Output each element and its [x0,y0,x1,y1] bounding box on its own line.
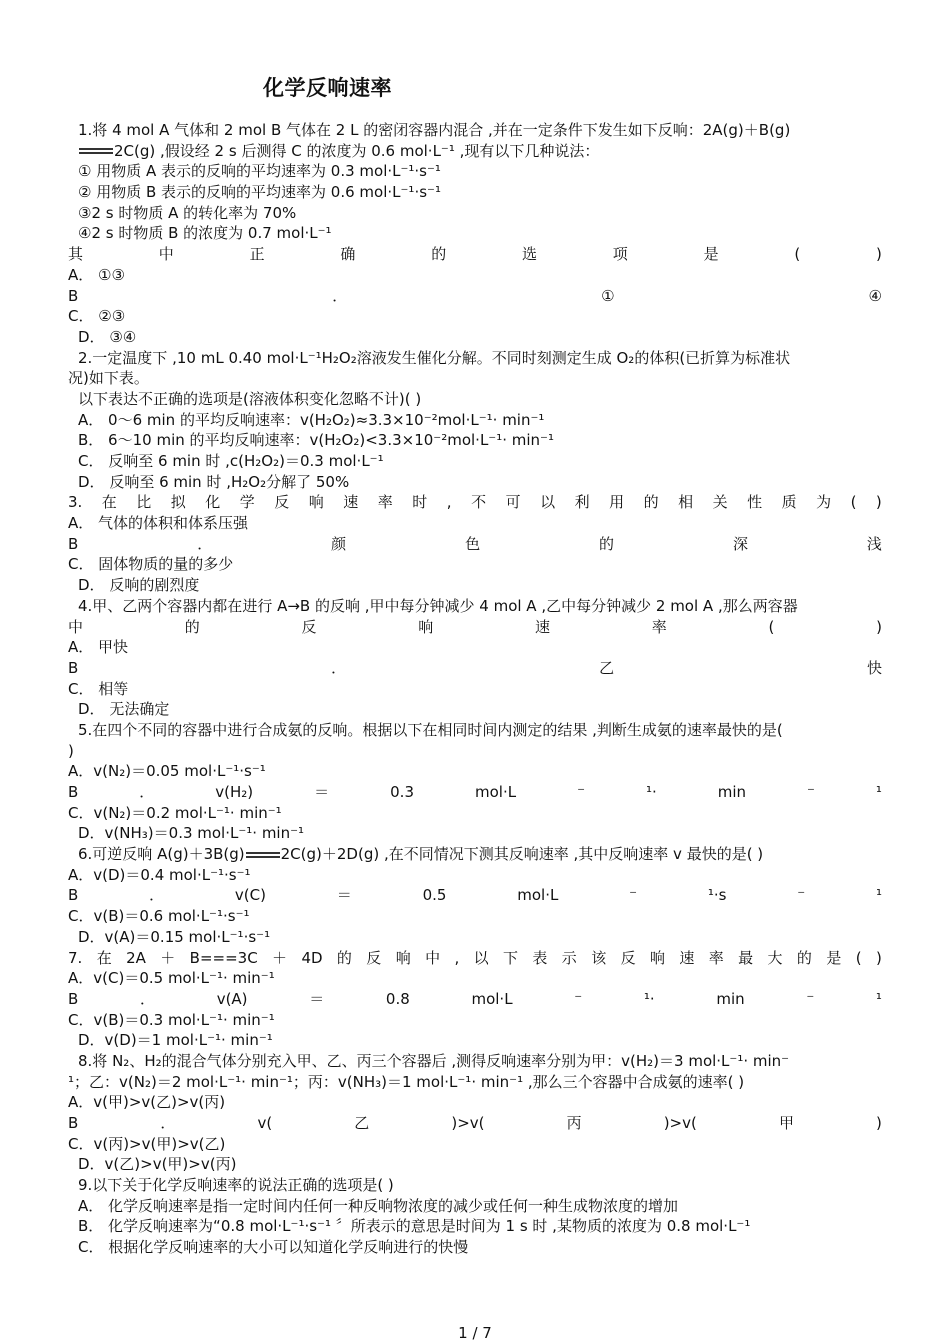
text-token: ( [850,493,857,512]
text-token: 响 [395,948,411,967]
text-token: 反 [366,948,382,967]
text-token: 反 [620,948,636,967]
page-title: 化学反响速率 [263,76,392,100]
text-token: 甲 [778,1114,794,1132]
text-token: ． [139,783,155,801]
text-token: 化 [205,493,221,512]
text-line [68,534,882,555]
text-line: A． ①③ [68,265,125,284]
text-token: 的 [336,948,352,967]
text-token: 在 [96,948,112,967]
text-line [68,989,882,1010]
text-token: ¹·s [707,886,727,905]
text-token: v( [257,1114,273,1132]
text-token: 率 [708,948,724,967]
text-token: 响 [308,493,324,512]
text-token: 以 [473,948,489,967]
text-token: min [717,783,747,801]
text-line [68,492,882,513]
text-token: ¹ [875,886,882,905]
text-line: A． 甲快 [68,638,129,657]
text-token: 示 [561,948,577,967]
text-token: 3. [68,493,83,512]
text-line: C． 根据化学反响速率的大小可以知道化学反响进行的快慢 [78,1238,469,1257]
text-token: 深 [732,534,748,553]
text-line: 以下表达不正确的选项是(溶液体积变化忽略不计)( ) [78,389,422,408]
text-token: ⁻ [797,886,806,905]
text-line: B． 6～10 min 的平均反响速率：v(H₂O₂)<3.3×10⁻²mol·L⁻¹· min⁻¹ [78,431,554,450]
text-token: B [68,534,79,553]
text-line: A．v(N₂)＝0.05 mol·L⁻¹·s⁻¹ [68,762,266,781]
text-line: ) [68,741,74,760]
text-line: A．v(甲)>v(乙)>v(丙) [68,1093,226,1112]
text-token: 质 [781,493,797,512]
text-token: 性 [747,493,763,512]
text-line [68,844,882,865]
text-token: 大 [767,948,783,967]
text-line: D．v(A)＝0.15 mol·L⁻¹·s⁻¹ [78,927,271,946]
text-token: 4D [301,948,323,967]
text-token: ⁻ [629,886,638,905]
text-token: ＝ [309,989,325,1008]
text-token: ④ [868,286,882,305]
text-token: B [68,783,79,801]
text-line: D． 无法确定 [78,700,170,719]
text-token: 在 [101,493,117,512]
text-line: A．v(C)＝0.5 mol·L⁻¹· min⁻¹ [68,969,275,988]
text-token: 相 [678,493,694,512]
text-line: ② 用物质 B 表示的反响的平均速率为 0.6 mol·L⁻¹·s⁻¹ [78,183,441,202]
text-token: ) [876,617,882,636]
text-token: ) [876,1114,882,1132]
reversible-arrow-icon [79,148,113,154]
text-token: ⁻ [577,783,585,801]
reversible-arrow-icon [246,852,280,858]
text-token: 0.5 [422,886,447,905]
text-token: 0.3 [390,783,414,801]
text-token: ． [160,1114,176,1132]
text-line: D．v(D)＝1 mol·L⁻¹· min⁻¹ [78,1031,273,1050]
text-line [68,1113,882,1134]
text-token: 中 [68,617,84,636]
text-token: )>v( [663,1114,697,1132]
text-line [68,244,882,265]
text-token: 利 [574,493,590,512]
text-line: 9.以下关于化学反响速率的说法正确的选项是( ) [78,1176,394,1195]
text-line: 4.甲、乙两个容器内都在进行 A→B 的反响 ,甲中每分钟减少 4 mol A ,乙中每分钟减少 2 mol A ,那么两容器 [78,596,798,615]
text-token: 时 [412,493,428,512]
text-token: ． [139,989,155,1008]
text-line: C． 反响至 6 min 时 ,c(H₂O₂)＝0.3 mol·L⁻¹ [78,452,384,470]
text-line: D． ③④ [78,327,137,346]
text-token: ( [794,245,801,264]
text-line: ④2 s 时物质 B 的浓度为 0.7 mol·L⁻¹ [78,224,332,243]
text-token: ① [601,286,615,305]
text-token: 速 [679,948,695,967]
text-token: 的 [796,948,812,967]
text-token: min [716,989,745,1008]
text-token: ¹ [875,783,882,801]
text-token: ． [331,658,347,677]
text-token: v(H₂) [215,783,254,801]
text-token: B [68,1114,79,1132]
text-token: ＝ [314,783,330,801]
text-token: ⁻ [574,989,583,1008]
text-token: 关 [712,493,728,512]
text-token: mol·L [517,886,559,905]
text-line: ③2 s 时物质 A 的转化率为 70% [78,203,297,222]
text-token: 用 [609,493,625,512]
text-line: A．v(D)＝0.4 mol·L⁻¹·s⁻¹ [68,865,251,884]
text-token: ＝ [336,886,352,905]
text-token: 7. [68,948,83,967]
text-line: C． 固体物质的量的多少 [68,555,234,574]
text-line [68,286,882,307]
text-token: 拟 [170,493,186,512]
text-line: C． 相等 [68,679,129,698]
text-token: ． [197,534,213,553]
text-line: C．v(B)＝0.3 mol·L⁻¹· min⁻¹ [68,1010,275,1029]
text-token: ¹· [645,783,657,801]
text-token: 浅 [866,534,882,553]
text-token: 其 [68,245,84,264]
text-token: 是 [703,245,719,264]
text-token: ¹· [643,989,655,1008]
text-token: ) [875,493,882,512]
text-token: 2A [126,948,146,967]
text-token: 以 [540,493,556,512]
text-token: ⁻ [807,783,815,801]
text-line: 8.将 N₂、H₂的混合气体分别充入甲、乙、丙三个容器后 ,测得反响速率分别为甲：v(H₂)＝3 mol·L⁻¹· min⁻ [78,1051,790,1070]
text-token: ( [855,948,862,967]
text-token: 的 [431,245,447,264]
text-token: 丙 [566,1114,582,1132]
page-number: 1 / 7 [458,1324,492,1342]
text-token: )>v( [451,1114,485,1132]
text-line: 5.在四个不同的容器中进行合成氨的反响。根据以下在相同时间内测定的结果 ,判断生成氨的速率最快的是( [78,720,783,739]
text-token: , [454,948,460,967]
text-token: 该 [591,948,607,967]
text-line [68,141,882,162]
text-token: 为 [816,493,832,512]
text-token: 率 [651,617,667,636]
text-line [68,948,882,969]
text-token: 速 [535,617,551,636]
text-token: 速 [343,493,359,512]
text-line: D． 反响的剧烈度 [78,576,200,595]
text-line [68,617,882,638]
text-token: B [68,989,79,1008]
text-token: ) [876,245,882,264]
text-line: 2.一定温度下 ,10 mL 0.40 mol·L⁻¹H₂O₂溶液发生催化分解。不同时刻测定生成 O₂的体积(已折算为标准状 [78,348,791,367]
text-token: ⁻ [806,989,815,1008]
text-line [68,885,882,906]
text-line: A． 化学反响速率是指一定时间内任何一种反响物浓度的减少或任何一种生成物浓度的增加 [78,1196,679,1215]
text-token: 的 [599,534,615,553]
text-token: 反 [301,617,317,636]
text-token: 学 [239,493,255,512]
text-span: 2C(g)＋2D(g) ,在不同情况下测其反响速率 ,其中反响速率 v 最快的是( ) [280,845,764,864]
text-token: v(C) [234,886,266,905]
text-line: D．v(NH₃)＝0.3 mol·L⁻¹· min⁻¹ [78,824,305,843]
text-token: 快 [866,658,882,677]
text-token: 的 [184,617,200,636]
text-token: 确 [340,245,356,264]
text-token: B===3C [189,948,258,967]
text-token: 乙 [599,658,615,677]
text-token: ( [768,617,775,636]
text-line: ① 用物质 A 表示的反响的平均速率为 0.3 mol·L⁻¹·s⁻¹ [78,162,441,181]
text-token: 最 [738,948,754,967]
text-token: 正 [249,245,265,264]
text-token: 是 [826,948,842,967]
text-token: 中 [158,245,174,264]
text-token: B [68,886,79,905]
text-line: C．v(B)＝0.6 mol·L⁻¹·s⁻¹ [68,907,250,926]
text-token: 乙 [354,1114,370,1132]
text-token: 不 [471,493,487,512]
text-token: mol·L [471,989,513,1008]
text-line: C． ②③ [68,307,126,326]
text-token: ) [875,948,882,967]
text-token: 的 [643,493,659,512]
text-line: 1.将 4 mol A 气体和 2 mol B 气体在 2 L 的密闭容器内混合 ,并在一定条件下发生如下反响：2A(g)＋B(g) [78,121,791,139]
text-token: 颜 [331,534,347,553]
text-token: mol·L [474,783,517,801]
text-token: 色 [465,534,481,553]
text-token: 选 [521,245,537,264]
text-line [68,658,882,679]
text-token: ＋ [160,948,176,967]
text-token: 0.8 [385,989,410,1008]
text-token: ¹ [875,989,882,1008]
text-token: 反 [274,493,290,512]
text-token: 中 [425,948,441,967]
text-line: C．v(丙)>v(甲)>v(乙) [68,1134,226,1153]
text-line: D． 反响至 6 min 时 ,H₂O₂分解了 50% [78,472,350,491]
text-token: 率 [377,493,393,512]
text-line: D．v(乙)>v(甲)>v(丙) [78,1155,237,1174]
text-token: B [68,658,79,677]
text-span: 2C(g) ,假设经 2 s 后测得 C 的浓度为 0.6 mol·L⁻¹ ,现有以下几种说法： [114,141,600,160]
text-line: B． 化学反响速率为“0.8 mol·L⁻¹·s⁻¹ 〞所表示的意思是时间为 1 s 时 ,某物质的浓度为 0.8 mol·L⁻¹ [78,1217,751,1236]
text-token: 项 [612,245,628,264]
text-line: 况)如下表。 [68,369,149,388]
document-body [68,120,882,1258]
text-token: v(A) [216,989,248,1008]
text-line [68,782,882,803]
text-token: 下 [503,948,519,967]
text-token: 比 [136,493,152,512]
text-token: 可 [505,493,521,512]
text-token: 响 [649,948,665,967]
text-line: A． 气体的体积和体系压强 [68,514,249,533]
text-token: ＋ [272,948,288,967]
text-token: ． [149,886,165,905]
text-token: B [68,286,79,305]
text-line: A． 0～6 min 的平均反响速率：v(H₂O₂)≈3.3×10⁻²mol·L⁻¹· min⁻¹ [78,410,545,429]
text-line: ¹；乙：v(N₂)＝2 mol·L⁻¹· min⁻¹；丙：v(NH₃)＝1 mol·L⁻¹· min⁻¹ ,那么三个容器中合成氨的速率( ) [68,1072,745,1091]
text-line: C．v(N₂)＝0.2 mol·L⁻¹· min⁻¹ [68,803,282,822]
text-token: , [446,493,452,512]
text-span: 6.可逆反响 A(g)＋3B(g) [78,845,245,864]
text-token: 响 [418,617,434,636]
text-token: 表 [532,948,548,967]
text-token: ． [332,286,348,305]
